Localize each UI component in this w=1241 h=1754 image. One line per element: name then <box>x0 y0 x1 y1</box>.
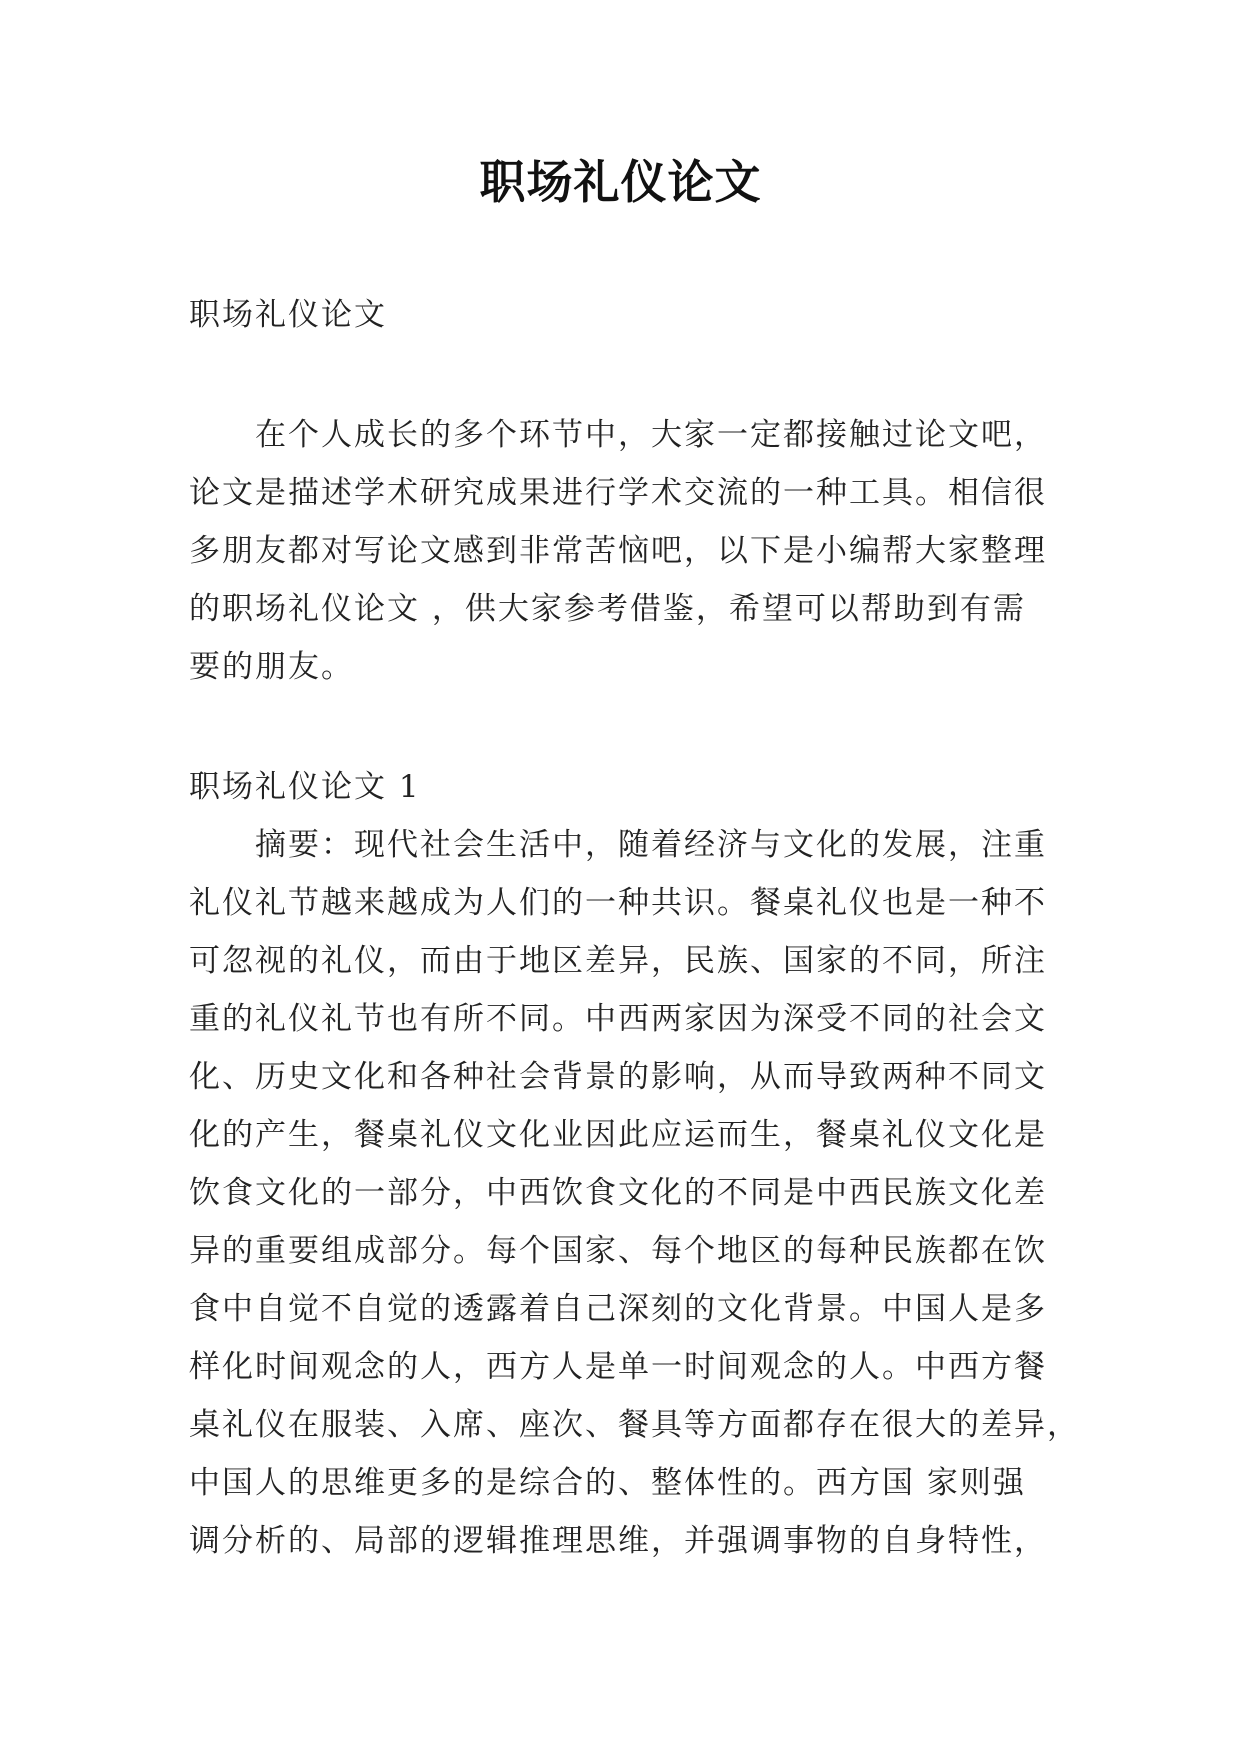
abstract-line: 样化时间观念的人，西方人是单一时间观念的人。中西方餐 <box>189 1349 1047 1385</box>
intro-line: 在个人成长的多个环节中，大家一定都接触过论文吧， <box>255 417 1047 453</box>
document-subtitle: 职场礼仪论文 <box>189 297 387 333</box>
abstract-line: 可忽视的礼仪，而由于地区差异，民族、国家的不同，所注 <box>189 943 1047 979</box>
abstract-line: 食中自觉不自觉的透露着自己深刻的文化背景。中国人是多 <box>189 1291 1047 1327</box>
abstract-line: 摘要：现代社会生活中，随着经济与文化的发展，注重 <box>255 827 1047 863</box>
abstract-line: 调分析的、局部的逻辑推理思维，并强调事物的自身特性， <box>189 1523 1047 1559</box>
abstract-line: 化、历史文化和各种社会背景的影响，从而导致两种不同文 <box>189 1059 1047 1095</box>
abstract-line: 异的重要组成部分。每个国家、每个地区的每种民族都在饮 <box>189 1233 1047 1269</box>
document-title: 职场礼仪论文 <box>479 155 762 209</box>
abstract-line: 化的产生，餐桌礼仪文化业因此应运而生，餐桌礼仪文化是 <box>189 1117 1047 1153</box>
intro-paragraph <box>189 406 1053 696</box>
document-body <box>189 286 1080 1570</box>
abstract-line: 桌礼仪在服装、入席、座次、餐具等方面都存在很大的差异， <box>189 1407 1080 1443</box>
intro-line: 论文是描述学术研究成果进行学术交流的一种工具。相信很 <box>189 475 1047 511</box>
abstract-paragraph <box>189 816 1080 1570</box>
abstract-line: 重的礼仪礼节也有所不同。中西两家因为深受不同的社会文 <box>189 1001 1047 1037</box>
section-heading: 职场礼仪论文 1 <box>189 769 421 805</box>
intro-line: 多朋友都对写论文感到非常苦恼吧，以下是小编帮大家整理 <box>189 533 1047 569</box>
abstract-line: 饮食文化的一部分，中西饮食文化的不同是中西民族文化差 <box>189 1175 1047 1211</box>
intro-line: 的职场礼仪论文 ，供大家参考借鉴，希望可以帮助到有需 <box>189 591 1026 627</box>
abstract-line: 中国人的思维更多的是综合的、整体性的。西方国 家则强 <box>189 1465 1026 1501</box>
intro-line: 要的朋友。 <box>189 649 354 685</box>
abstract-line: 礼仪礼节越来越成为人们的一种共识。餐桌礼仪也是一种不 <box>189 885 1047 921</box>
